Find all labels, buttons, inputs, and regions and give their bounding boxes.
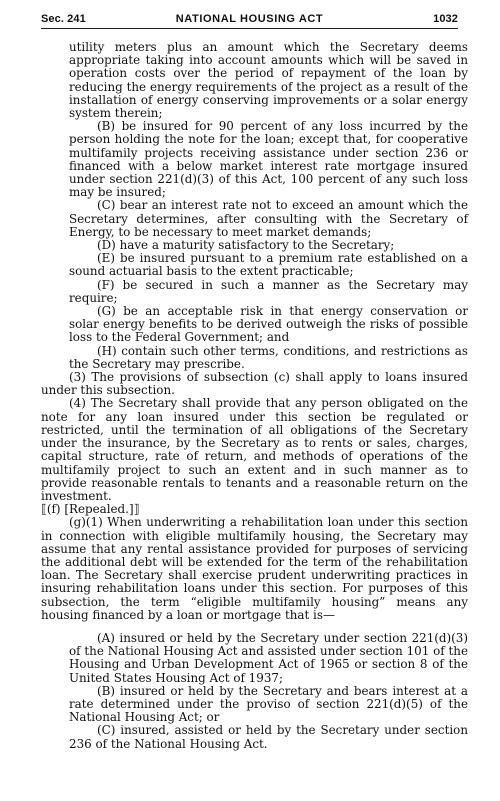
subsection-g: (g)(1) When underwriting a rehabilitation loan under this section in connection with eligible multifamily housing, the Secretary may assume that any rental assistance provided for purposes of servicing the additional debt will be extended for the term of the rehabilitation loan. The Secretary shall exercise prudent underwriting practices in insuring rehabilitation loans under this section. For purposes of this subsection, the term “eligible multifamily housing” means any housing financed by a loan or mortgage that is— (41, 515, 468, 622)
paragraph-c: (C) bear an interest rate not to exceed an amount which the Secretary determines, after consulting with the Secretary of Energy, to be necessary to meet market demands; (69, 198, 468, 239)
section-label: Sec. 241 (41, 13, 86, 25)
paragraph-continuation: utility meters plus an amount which the Secretary deems appropriate taking into account amounts which will be saved in operation costs over the period of repayment of the loan by reducing the energy requirements of the project as a result of the installation of energy conserving improvements or a solar energy system therein; (69, 40, 468, 121)
paragraph-g-a: (A) insured or held by the Secretary under section 221(d)(3) of the National Housing Act and assisted under section 101 of the Housing and Urban Development Act of 1965 or section 8 of the United States Housing Act of 1937; (69, 630, 468, 685)
paragraph-h: (H) contain such other terms, conditions, and restrictions as the Secretary may prescribe. (69, 343, 468, 371)
page-number: 1032 (433, 13, 458, 25)
document-body (41, 41, 468, 751)
paragraph-b: (B) be insured for 90 percent of any loss incurred by the person holding the note for the loan; except that, for cooperative multifamily projects receiving assistance under section 236 or financed with a below market interest rate mortgage insured under section 221(d)(3) of this Act, 100 percent of any such loss may be insured; (69, 119, 468, 200)
subsection-f-repealed: ⟦(f) [Repealed.]⟧ (41, 502, 140, 517)
paragraph-d: (D) have a maturity satisfactory to the Secretary; (97, 238, 395, 253)
paragraph-g-c: (C) insured, assisted or held by the Secretary under section 236 of the National Housing Act. (69, 723, 468, 751)
running-title: NATIONAL HOUSING ACT (175, 13, 324, 25)
paragraph-3: (3) The provisions of subsection (c) shall apply to loans insured under this subsection. (41, 370, 468, 398)
paragraph-f: (F) be secured in such a manner as the Secretary may require; (69, 277, 468, 305)
page-header (41, 12, 458, 29)
paragraph-g-b: (B) insured or held by the Secretary and bears interest at a rate determined under the proviso of section 221(d)(5) of the National Housing Act; or (69, 683, 468, 725)
paragraph-4: (4) The Secretary shall provide that any person obligated on the note for any loan insured under this section be regulated or restricted, until the termination of all obligations of the Secretary under the insurance, by the Secretary as to rents or sales, charges, capital structure, rate of return, and methods of operations of the multifamily project to such an extent and in such manner as to provide reasonable rentals to tenants and a reasonable return on the investment. (41, 396, 468, 503)
paragraph-g: (G) be an acceptable risk in that energy conservation or solar energy benefits to be derived outweigh the risks of possible loss to the Federal Government; and (69, 304, 468, 345)
paragraph-e: (E) be insured pursuant to a premium rate established on a sound actuarial basis to the extent practicable; (69, 251, 468, 279)
